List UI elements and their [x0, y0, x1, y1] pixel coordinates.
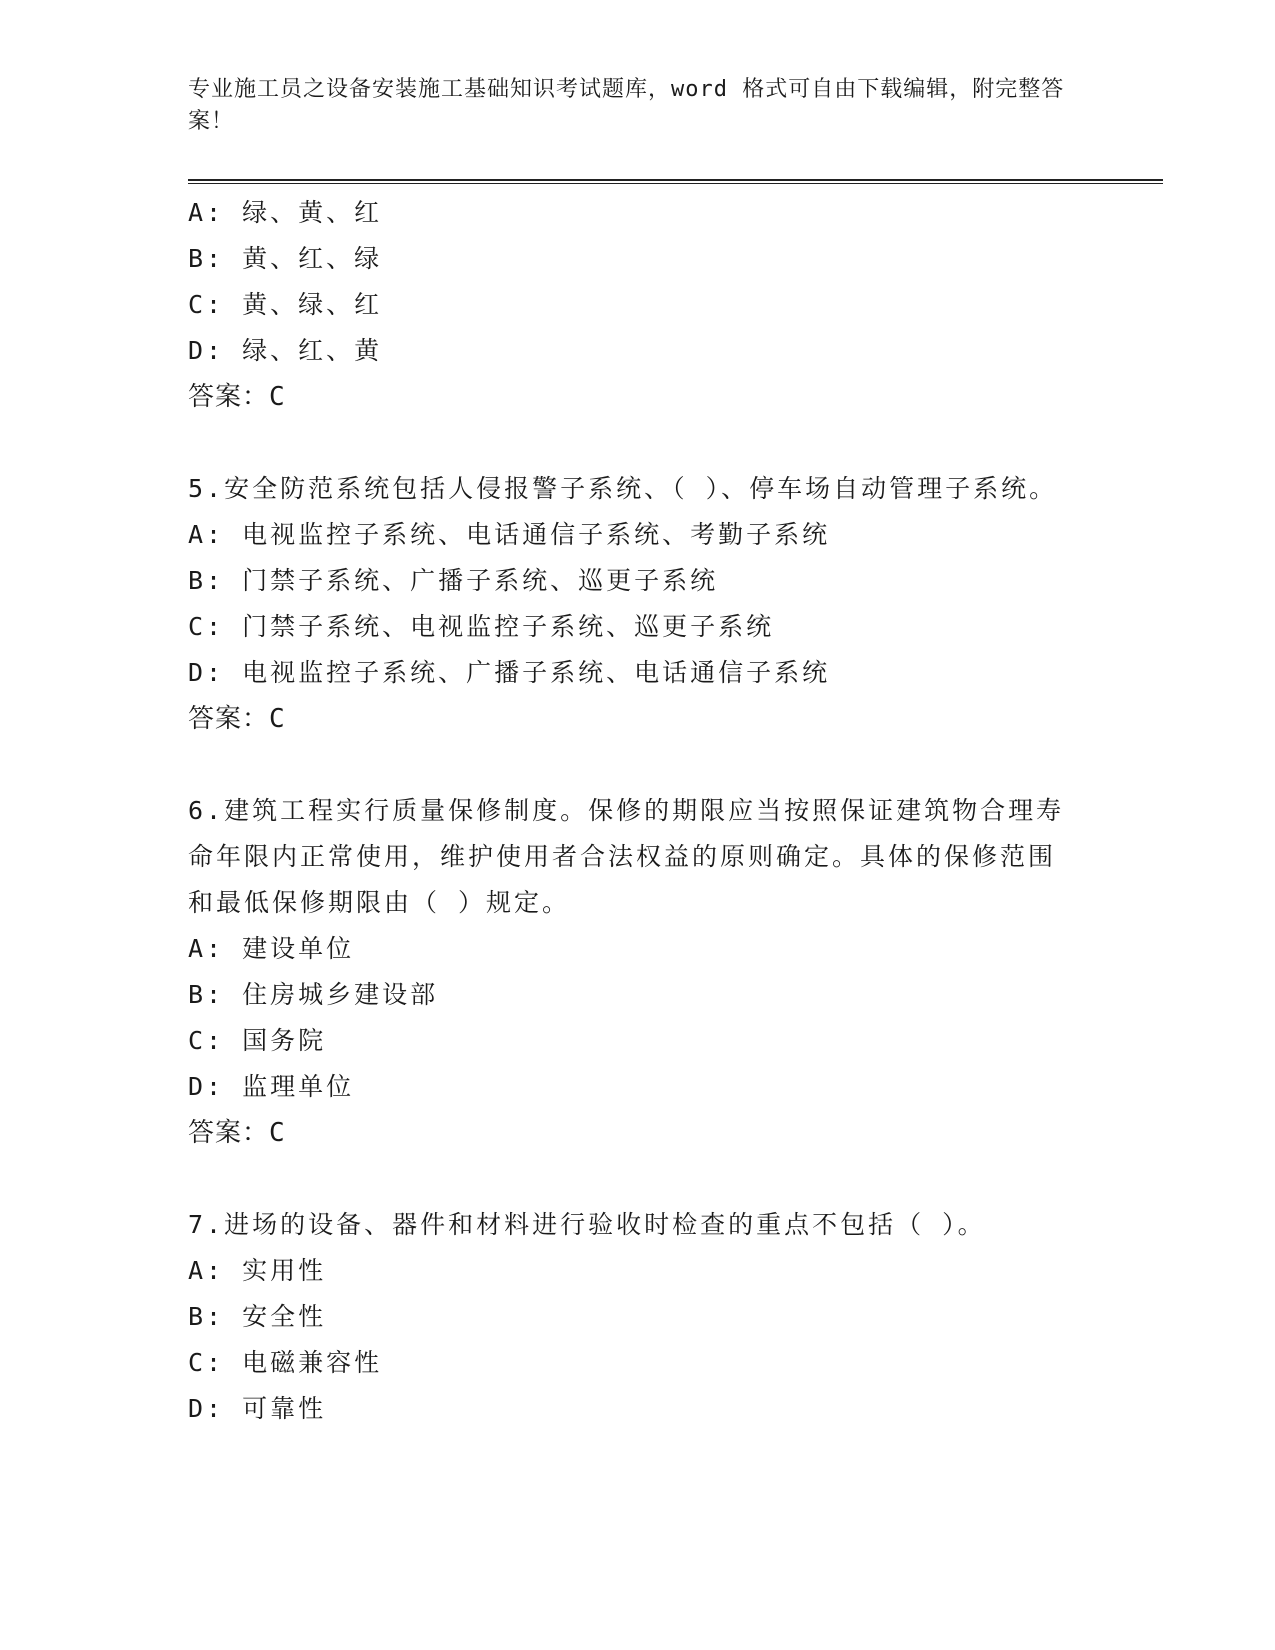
option-c: C: 电磁兼容性 — [188, 1348, 383, 1377]
question-4 — [188, 190, 1088, 420]
question-stem: 5.安全防范系统包括人侵报警子系统、（ ）、停车场自动管理子系统。 — [188, 474, 1058, 503]
spacer — [188, 742, 1088, 788]
option-c: C: 门禁子系统、电视监控子系统、巡更子系统 — [188, 612, 775, 641]
answer-line: 答案：C — [188, 704, 286, 734]
option-b: B: 住房城乡建设部 — [188, 980, 439, 1009]
question-list — [188, 190, 1088, 1432]
option-a: A: 实用性 — [188, 1256, 327, 1285]
question-stem: 6.建筑工程实行质量保修制度。保修的期限应当按照保证建筑物合理寿命年限内正常使用，维护使用者合法权益的原则确定。具体的保修范围和最低保修期限由（ ）规定。 — [188, 796, 1065, 917]
option-d: D: 电视监控子系统、广播子系统、电话通信子系统 — [188, 658, 831, 687]
option-d: D: 可靠性 — [188, 1394, 327, 1423]
option-c: C: 黄、绿、红 — [188, 290, 383, 319]
question-5 — [188, 466, 1088, 742]
option-b: B: 门禁子系统、广播子系统、巡更子系统 — [188, 566, 719, 595]
answer-line: 答案：C — [188, 1118, 286, 1148]
option-a: A: 绿、黄、红 — [188, 198, 383, 227]
document-header: 专业施工员之设备安装施工基础知识考试题库，word 格式可自由下载编辑，附完整答案！ — [188, 77, 1065, 134]
option-a: A: 电视监控子系统、电话通信子系统、考勤子系统 — [188, 520, 831, 549]
header-divider-thick — [188, 179, 1163, 181]
spacer — [188, 420, 1088, 466]
header-divider-thin — [188, 183, 1163, 184]
option-c: C: 国务院 — [188, 1026, 327, 1055]
question-7 — [188, 1202, 1088, 1432]
option-b: B: 安全性 — [188, 1302, 327, 1331]
option-a: A: 建设单位 — [188, 934, 355, 963]
option-d: D: 监理单位 — [188, 1072, 355, 1101]
option-b: B: 黄、红、绿 — [188, 244, 383, 273]
question-6 — [188, 788, 1088, 1156]
answer-line: 答案：C — [188, 382, 286, 412]
option-d: D: 绿、红、黄 — [188, 336, 383, 365]
spacer — [188, 1156, 1088, 1202]
question-stem: 7.进场的设备、器件和材料进行验收时检查的重点不包括（ ）。 — [188, 1210, 986, 1239]
